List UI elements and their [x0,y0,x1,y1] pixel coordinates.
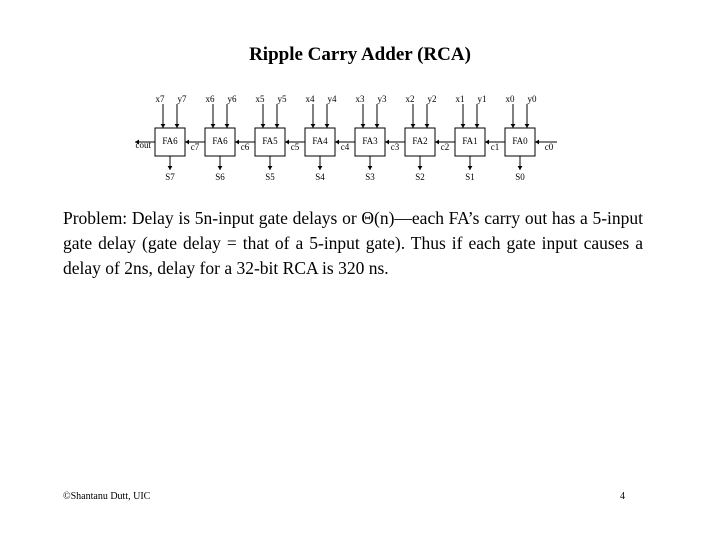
input-x-label: x1 [455,94,465,104]
full-adder-label: FA2 [412,136,428,146]
input-y-arrow-head [325,124,330,128]
input-y-label: y1 [477,94,487,104]
input-y-label: y6 [227,94,237,104]
sum-label: S7 [165,172,175,182]
slide-title: Ripple Carry Adder (RCA) [249,44,471,65]
full-adder-label: FA4 [312,136,328,146]
carry-arrow-head [435,140,439,145]
input-y-arrow-head [275,124,280,128]
sum-label: S6 [215,172,225,182]
sum-arrow-head [518,166,523,170]
carry-arrow-head [385,140,389,145]
problem-paragraph [63,206,643,281]
carry-label: c5 [290,142,300,152]
carry-arrow-head [485,140,489,145]
sum-arrow-head [418,166,423,170]
carry-arrow-head [535,140,539,145]
input-x-arrow-head [411,124,416,128]
sum-label: S4 [315,172,325,182]
footer-copyright: ©Shantanu Dutt, UIC [63,491,151,502]
input-y-arrow-head [225,124,230,128]
carry-label: c2 [440,142,450,152]
carry-arrow-head [285,140,289,145]
input-x-arrow-head [361,124,366,128]
carry-out-label: cout [135,140,151,150]
page-number: 4 [620,491,625,502]
input-y-label: y7 [177,94,187,104]
input-y-label: y4 [327,94,337,104]
input-x-label: x6 [205,94,215,104]
input-x-label: x3 [355,94,365,104]
problem-lead: Problem: [63,208,128,228]
sum-label: S2 [415,172,425,182]
full-adder-label: FA6 [212,136,228,146]
input-y-arrow-head [375,124,380,128]
ripple-carry-adder-diagram [0,0,720,200]
sum-arrow-head [268,166,273,170]
input-y-label: y0 [527,94,537,104]
sum-arrow-head [218,166,223,170]
carry-label: c7 [190,142,200,152]
input-x-label: x4 [305,94,315,104]
input-y-arrow-head [425,124,430,128]
carry-label: c4 [340,142,350,152]
carry-label: c3 [390,142,400,152]
input-y-label: y2 [427,94,437,104]
input-x-arrow-head [161,124,166,128]
input-x-label: x5 [255,94,265,104]
full-adder-label: FA0 [512,136,528,146]
sum-label: S1 [465,172,475,182]
carry-arrow-head [235,140,239,145]
input-y-label: y5 [277,94,287,104]
carry-label: c0 [544,142,554,152]
input-x-arrow-head [261,124,266,128]
sum-arrow-head [468,166,473,170]
full-adder-label: FA6 [162,136,178,146]
input-x-label: x2 [405,94,415,104]
sum-arrow-head [368,166,373,170]
full-adder-label: FA3 [362,136,378,146]
carry-label: c6 [240,142,250,152]
sum-arrow-head [168,166,173,170]
carry-arrow-head [335,140,339,145]
input-y-label: y3 [377,94,387,104]
sum-arrow-head [318,166,323,170]
full-adder-label: FA1 [462,136,478,146]
input-x-arrow-head [211,124,216,128]
input-x-arrow-head [461,124,466,128]
input-x-label: x7 [155,94,165,104]
input-y-arrow-head [175,124,180,128]
problem-text: Delay is 5n-input gate delays or Θ(n)—each FA’s carry out has a 5-input gate delay (gate delay = that of a 5-input gate). Thus if each gate input causes a delay of 2ns, delay for a 32-bit RCA is 320 ns. [63,208,643,278]
sum-label: S5 [265,172,275,182]
input-y-arrow-head [525,124,530,128]
sum-label: S3 [365,172,375,182]
carry-arrow-head [185,140,189,145]
sum-label: S0 [515,172,525,182]
input-y-arrow-head [475,124,480,128]
carry-label: c1 [490,142,500,152]
full-adder-label: FA5 [262,136,278,146]
input-x-arrow-head [511,124,516,128]
input-x-arrow-head [311,124,316,128]
input-x-label: x0 [505,94,515,104]
